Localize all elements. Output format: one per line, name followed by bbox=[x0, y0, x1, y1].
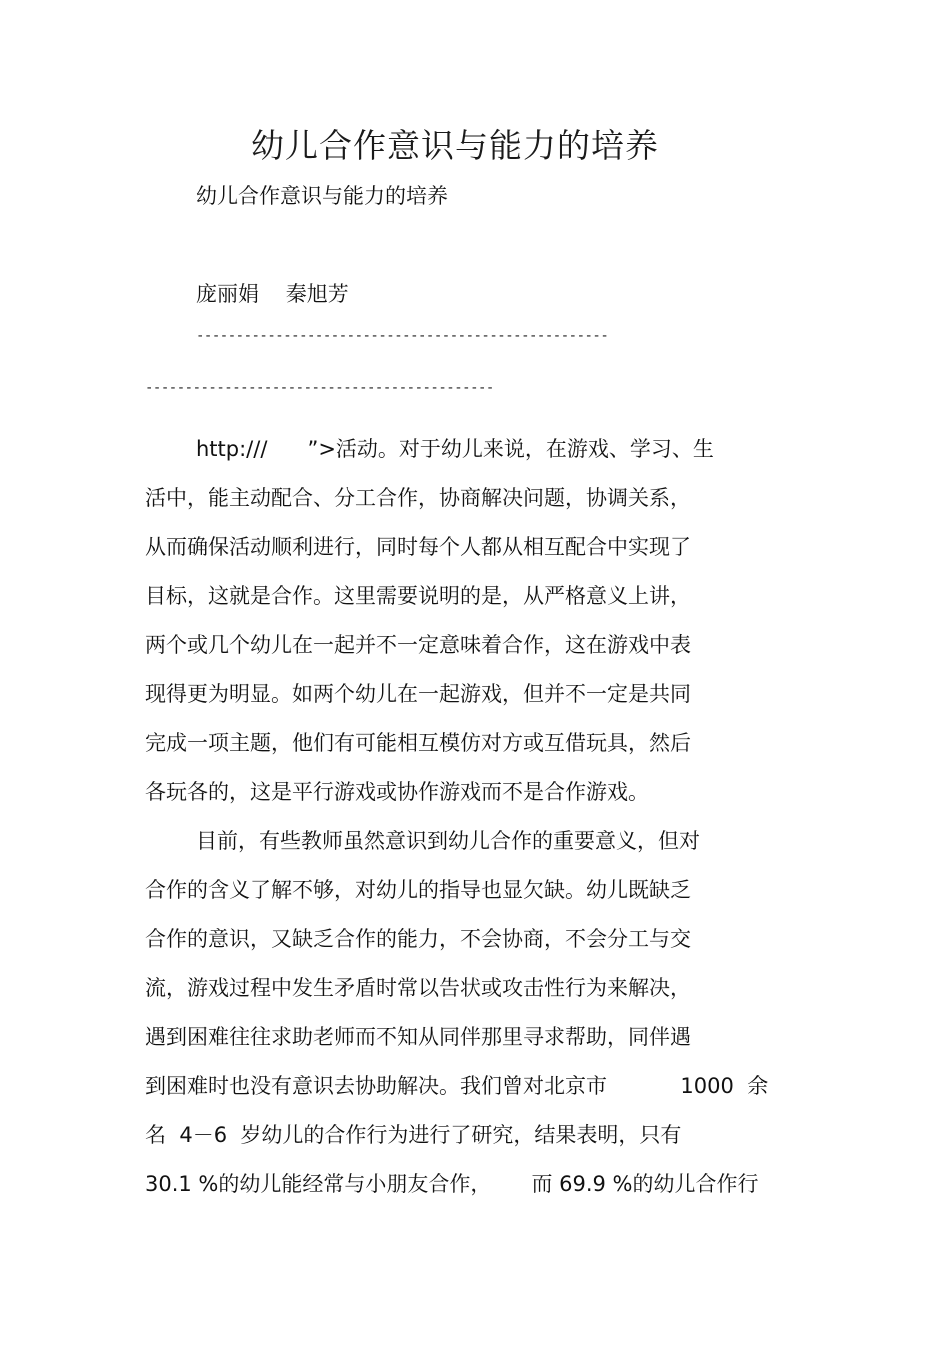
authors-line: 庞丽娟 秦旭芳 bbox=[196, 282, 349, 306]
paragraph-2-line: 到困难时也没有意识去协助解决。我们曾对北京市 1000 余 bbox=[145, 1074, 769, 1098]
document-subtitle: 幼儿合作意识与能力的培养 bbox=[196, 184, 448, 208]
dashed-rule-1: ---------------------------------------------------- bbox=[196, 328, 609, 344]
dashed-rule-2: -------------------------------------------- bbox=[145, 380, 494, 396]
paragraph-1-line: 从而确保活动顺利进行，同时每个人都从相互配合中实现了 bbox=[145, 535, 691, 559]
paragraph-1-line: 完成一项主题，他们有可能相互模仿对方或互借玩具，然后 bbox=[145, 731, 691, 755]
paragraph-1-line: 各玩各的，这是平行游戏或协作游戏而不是合作游戏。 bbox=[145, 780, 649, 804]
paragraph-2-line: 流，游戏过程中发生矛盾时常以告状或攻击性行为来解决， bbox=[145, 976, 691, 1000]
paragraph-1-line: 现得更为明显。如两个幼儿在一起游戏，但并不一定是共同 bbox=[145, 682, 691, 706]
paragraph-2-line: 30.1 %的幼儿能经常与小朋友合作， 而 69.9 %的幼儿合作行 bbox=[145, 1172, 759, 1196]
paragraph-2-line: 目前，有些教师虽然意识到幼儿合作的重要意义，但对 bbox=[196, 829, 700, 853]
paragraph-2-line: 遇到困难往往求助老师而不知从同伴那里寻求帮助，同伴遇 bbox=[145, 1025, 691, 1049]
paragraph-2-line: 合作的意识，又缺乏合作的能力，不会协商，不会分工与交 bbox=[145, 927, 691, 951]
document-body bbox=[145, 425, 815, 1209]
paragraph-2-line: 名 4－6 岁幼儿的合作行为进行了研究，结果表明，只有 bbox=[145, 1123, 682, 1147]
document-title: 幼儿合作意识与能力的培养 bbox=[251, 126, 659, 165]
paragraph-1-line: 两个或几个幼儿在一起并不一定意味着合作，这在游戏中表 bbox=[145, 633, 691, 657]
paragraph-1-line: 目标，这就是合作。这里需要说明的是，从严格意义上讲， bbox=[145, 584, 691, 608]
paragraph-2-line: 合作的含义了解不够，对幼儿的指导也显欠缺。幼儿既缺乏 bbox=[145, 878, 691, 902]
paragraph-1-line: 活中，能主动配合、分工合作，协商解决问题，协调关系， bbox=[145, 486, 691, 510]
paragraph-1-line: http:/// ”>活动。对于幼儿来说，在游戏、学习、生 bbox=[196, 437, 714, 461]
